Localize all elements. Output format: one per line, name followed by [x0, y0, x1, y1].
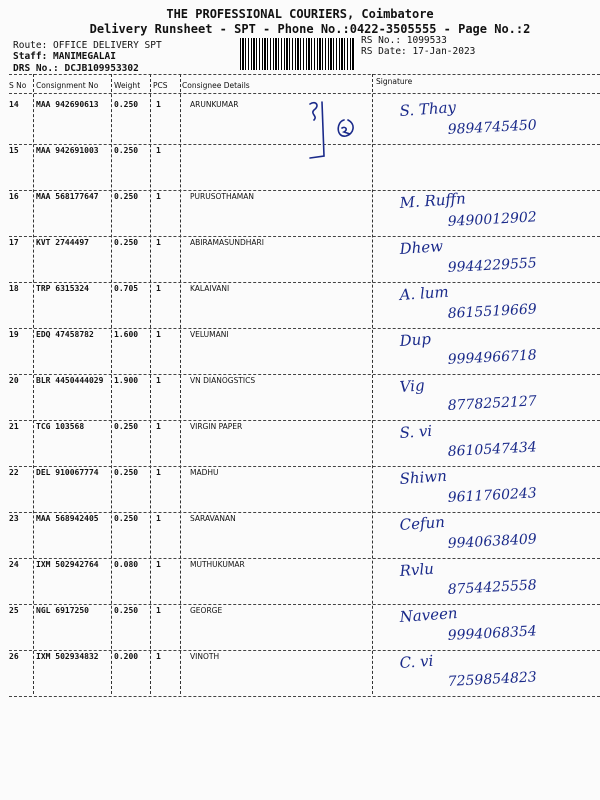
- signature-name: S. vi: [399, 421, 433, 442]
- signature-phone: 9611760243: [447, 485, 538, 506]
- row-weight: 0.250: [114, 192, 139, 201]
- signature-name: Naveen: [399, 603, 459, 626]
- row-consignee: VELUMANI: [190, 330, 229, 339]
- row-divider: [9, 512, 600, 513]
- row-pcs: 1: [156, 192, 161, 201]
- row-sno: 20: [9, 376, 19, 385]
- signature-name: M. Ruffn: [399, 189, 467, 212]
- row-consignment-no: KVT 2744497: [36, 238, 89, 247]
- signature-name: Vig: [399, 376, 426, 396]
- signature-name: A. lum: [399, 282, 450, 304]
- row-pcs: 1: [156, 652, 161, 661]
- row-pcs: 1: [156, 468, 161, 477]
- col-consignee: Consignee Details: [182, 81, 250, 90]
- row-consignee: MADHU: [190, 468, 219, 477]
- row-pcs: 1: [156, 284, 161, 293]
- signature-name: S. Thay: [399, 98, 457, 120]
- row-pcs: 1: [156, 422, 161, 431]
- table-row: [0, 284, 600, 330]
- row-divider: [9, 466, 600, 467]
- row-weight: 0.250: [114, 238, 139, 247]
- row-divider: [9, 374, 600, 375]
- row-divider: [9, 420, 600, 421]
- row-weight: 0.250: [114, 606, 139, 615]
- row-sno: 21: [9, 422, 19, 431]
- row-consignment-no: MAA 568942405: [36, 514, 99, 523]
- signature-phone: 8610547434: [447, 439, 538, 460]
- signature-name: C. vi: [399, 651, 434, 672]
- row-consignee: ARUNKUMAR: [190, 100, 239, 109]
- rs-number: RS No.: 1099533: [361, 35, 447, 46]
- row-consignee: SARAVANAN: [190, 514, 236, 523]
- col-pcs: PCS: [153, 81, 168, 90]
- table-row: [0, 422, 600, 468]
- col-signature: Signature: [376, 77, 413, 86]
- row-divider: [9, 604, 600, 605]
- staff-text: Staff: MANIMEGALAI: [13, 51, 116, 62]
- signature-name: Cefun: [399, 512, 446, 534]
- row-pcs: 1: [156, 330, 161, 339]
- barcode-image: [240, 38, 355, 70]
- row-consignment-no: TCG 103568: [36, 422, 85, 431]
- row-consignment-no: BLR 4450444029: [36, 376, 104, 385]
- signature-phone: 9994068354: [447, 623, 538, 644]
- signature-phone: 9944229555: [447, 255, 538, 276]
- row-weight: 0.250: [114, 514, 139, 523]
- row-weight: 1.600: [114, 330, 139, 339]
- row-sno: 19: [9, 330, 19, 339]
- signature-phone: 7259854823: [447, 669, 538, 690]
- row-divider: [9, 190, 600, 191]
- table-row: [0, 192, 600, 238]
- table-row: [0, 330, 600, 376]
- signature-name: Rvlu: [399, 559, 435, 580]
- signature-name: Dup: [399, 329, 432, 350]
- row-sno: 15: [9, 146, 19, 155]
- row-weight: 0.200: [114, 652, 139, 661]
- rs-date: RS Date: 17-Jan-2023: [361, 46, 476, 57]
- signature-phone: 8778252127: [447, 393, 538, 414]
- row-consignment-no: IXM 502934832: [36, 652, 99, 661]
- signature-phone: 9994966718: [447, 347, 538, 368]
- row-sno: 14: [9, 100, 19, 109]
- row-pcs: 1: [156, 376, 161, 385]
- row-weight: 0.250: [114, 100, 139, 109]
- row-pcs: 1: [156, 514, 161, 523]
- row-consignee: VINOTH: [190, 652, 220, 661]
- row-consignee: MUTHUKUMAR: [190, 560, 245, 569]
- row-sno: 17: [9, 238, 19, 247]
- row-sno: 23: [9, 514, 19, 523]
- row-consignee: VN DIANOGSTICS: [190, 376, 256, 385]
- row-pcs: 1: [156, 100, 161, 109]
- delivery-mark-scribble: [300, 98, 380, 168]
- row-sno: 24: [9, 560, 19, 569]
- row-sno: 16: [9, 192, 19, 201]
- signature-phone: 8615519669: [447, 301, 538, 322]
- runsheet-subtitle: Delivery Runsheet - SPT - Phone No.:0422-3505555 - Page No.:2: [89, 22, 531, 36]
- row-divider: [9, 236, 600, 237]
- signature-name: Dhew: [399, 237, 444, 258]
- row-weight: 0.250: [114, 422, 139, 431]
- table-row: [0, 238, 600, 284]
- table-row: [0, 652, 600, 698]
- row-divider: [9, 282, 600, 283]
- row-consignee: PURUSOTHAMAN: [190, 192, 254, 201]
- row-consignee: VIRGIN PAPER: [190, 422, 243, 431]
- row-consignment-no: TRP 6315324: [36, 284, 89, 293]
- row-consignee: GEORGE: [190, 606, 223, 615]
- header-top-rule: [9, 74, 600, 75]
- row-pcs: 1: [156, 146, 161, 155]
- table-row: [0, 603, 600, 652]
- route-text: Route: OFFICE DELIVERY SPT: [13, 40, 162, 51]
- row-consignment-no: MAA 942690613: [36, 100, 99, 109]
- header-bottom-rule: [9, 93, 600, 94]
- signature-phone: 9894745450: [447, 117, 538, 138]
- row-divider: [9, 650, 600, 651]
- row-pcs: 1: [156, 560, 161, 569]
- row-weight: 0.250: [114, 468, 139, 477]
- row-divider: [9, 328, 600, 329]
- row-consignee: ABIRAMASUNDHARI: [190, 238, 264, 247]
- signature-phone: 9940638409: [447, 531, 538, 552]
- row-weight: 0.080: [114, 560, 139, 569]
- row-pcs: 1: [156, 606, 161, 615]
- signature-name: Shiwn: [399, 466, 448, 488]
- col-consignment: Consignment No: [36, 81, 99, 90]
- drs-number: DRS No.: DCJB109953302: [13, 63, 139, 74]
- col-weight: Weight: [114, 81, 141, 90]
- table-row: [0, 468, 600, 514]
- row-sno: 26: [9, 652, 19, 661]
- row-sno: 18: [9, 284, 19, 293]
- table-row: [0, 560, 600, 606]
- row-consignment-no: DEL 910067774: [36, 468, 99, 477]
- row-consignment-no: EDQ 47458782: [36, 330, 94, 339]
- row-sno: 22: [9, 468, 19, 477]
- row-consignment-no: IXM 502942764: [36, 560, 99, 569]
- row-consignee: KALAIVANI: [190, 284, 230, 293]
- row-weight: 0.705: [114, 284, 139, 293]
- row-consignment-no: NGL 6917250: [36, 606, 89, 615]
- row-divider: [9, 558, 600, 559]
- table-row: [0, 376, 600, 422]
- row-divider: [9, 696, 600, 697]
- company-title: THE PROFESSIONAL COURIERS, Coimbatore: [166, 7, 434, 21]
- table-row: [0, 514, 600, 560]
- row-weight: 0.250: [114, 146, 139, 155]
- row-sno: 25: [9, 606, 19, 615]
- row-weight: 1.900: [114, 376, 139, 385]
- signature-phone: 9490012902: [447, 209, 538, 230]
- row-consignment-no: MAA 942691003: [36, 146, 99, 155]
- signature-phone: 8754425558: [447, 577, 538, 598]
- row-pcs: 1: [156, 238, 161, 247]
- row-consignment-no: MAA 568177647: [36, 192, 99, 201]
- col-sno: S No: [9, 81, 27, 90]
